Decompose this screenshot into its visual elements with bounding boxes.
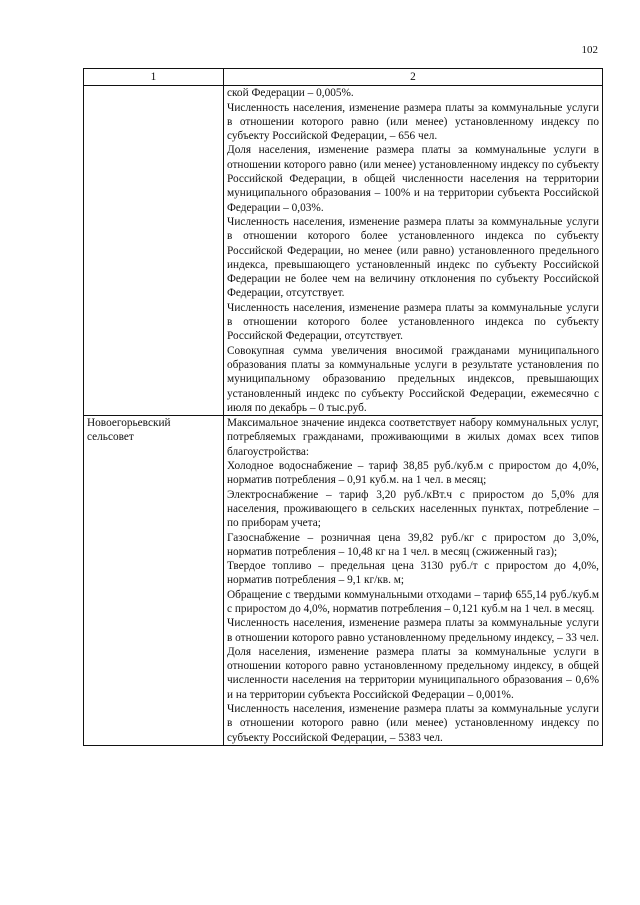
- paragraph: Электроснабжение – тариф 3,20 руб./кВт.ч с приростом до 5,0% для населения, проживающего в сельских населенных пунктах, потребление – по приборам учета;: [227, 488, 599, 530]
- paragraph: Обращение с твердыми коммунальными отходами – тариф 655,14 руб./куб.м с приростом до 4,0%, норматив потребления – 0,121 куб.м на 1 чел. в месяц.: [227, 588, 599, 615]
- paragraph: Численность населения, изменение размера платы за коммунальные услуги в отношении которого равно установленному предельному индексу, – 33 чел.: [227, 617, 599, 644]
- paragraph: Твердое топливо – предельная цена 3130 руб./т с приростом до 4,0%, норматив потребления – 9,1 кг/кв. м;: [227, 560, 599, 587]
- paragraph: Холодное водоснабжение – тариф 38,85 руб./куб.м с приростом до 4,0%, норматив потребления – 0,91 куб.м. на 1 чел. в месяц;: [227, 460, 599, 487]
- paragraph: Численность населения, изменение размера платы за коммунальные услуги в отношении которого равно (или менее) установленному индексу по субъекту Российской Федерации, – 5383 чел.: [227, 703, 599, 744]
- paragraph: Численность населения, изменение размера платы за коммунальные услуги в отношении которого более установленного индекса по субъекту Российской Федерации, но менее (или равно) установленного предельного индекса, превышающего установленный индекс по субъекту Российской Федерации не более чем на величину отклонения по субъекту Российской Федерации, отсутствует.: [227, 215, 599, 300]
- paragraph: Совокупная сумма увеличения вносимой гражданами муниципального образования платы за коммунальные услуги в результате установления по муниципальному образованию предельных индексов, превышающих установленный индекс по субъекту Российской Федерации, ежемесячно с июля по декабрь – 0 тыс.руб.: [227, 344, 599, 414]
- paragraph: Доля населения, изменение размера платы за коммунальные услуги в отношении которого равно (или менее) установленному индексу по субъекту Российской Федерации, в общей численности населения на территории муниципального образования – 100% и на территории субъекта Российской Федерации – 0,03%.: [227, 144, 599, 214]
- page-number: 102: [581, 44, 598, 56]
- municipality-cell: Новоегорьевский сельсовет: [84, 416, 224, 746]
- paragraph: Газоснабжение – розничная цена 39,82 руб./кг с приростом до 3,0%, норматив потребления – 10,48 кг на 1 чел. в месяц (сжиженный газ);: [227, 531, 599, 558]
- description-cell: [224, 86, 603, 416]
- paragraph: Численность населения, изменение размера платы за коммунальные услуги в отношении которого равно (или менее) установленному индексу по субъекту Российской Федерации, – 656 чел.: [227, 101, 599, 143]
- column-header-2: 2: [224, 69, 603, 86]
- paragraph: Численность населения, изменение размера платы за коммунальные услуги в отношении которого более установленного индекса по субъекту Российской Федерации, отсутствует.: [227, 301, 599, 343]
- municipality-cell: [84, 86, 224, 416]
- table-row: [84, 416, 603, 746]
- table-header-row: [84, 69, 603, 86]
- table-row: [84, 86, 603, 416]
- paragraph: Максимальное значение индекса соответствует набору коммунальных услуг, потребляемых гражданами, проживающими в жилых домах всех типов благоустройства:: [227, 417, 599, 458]
- data-table: [83, 68, 603, 746]
- paragraph: ской Федерации – 0,005%.: [227, 87, 354, 100]
- description-cell: [224, 416, 603, 746]
- column-header-1: 1: [84, 69, 224, 86]
- paragraph: Доля населения, изменение размера платы за коммунальные услуги в отношении которого равно установленному предельному индексу, в общей численности населения на территории муниципального образования – 0,6% и на территории субъекта Российской Федерации – 0,001%.: [227, 645, 599, 701]
